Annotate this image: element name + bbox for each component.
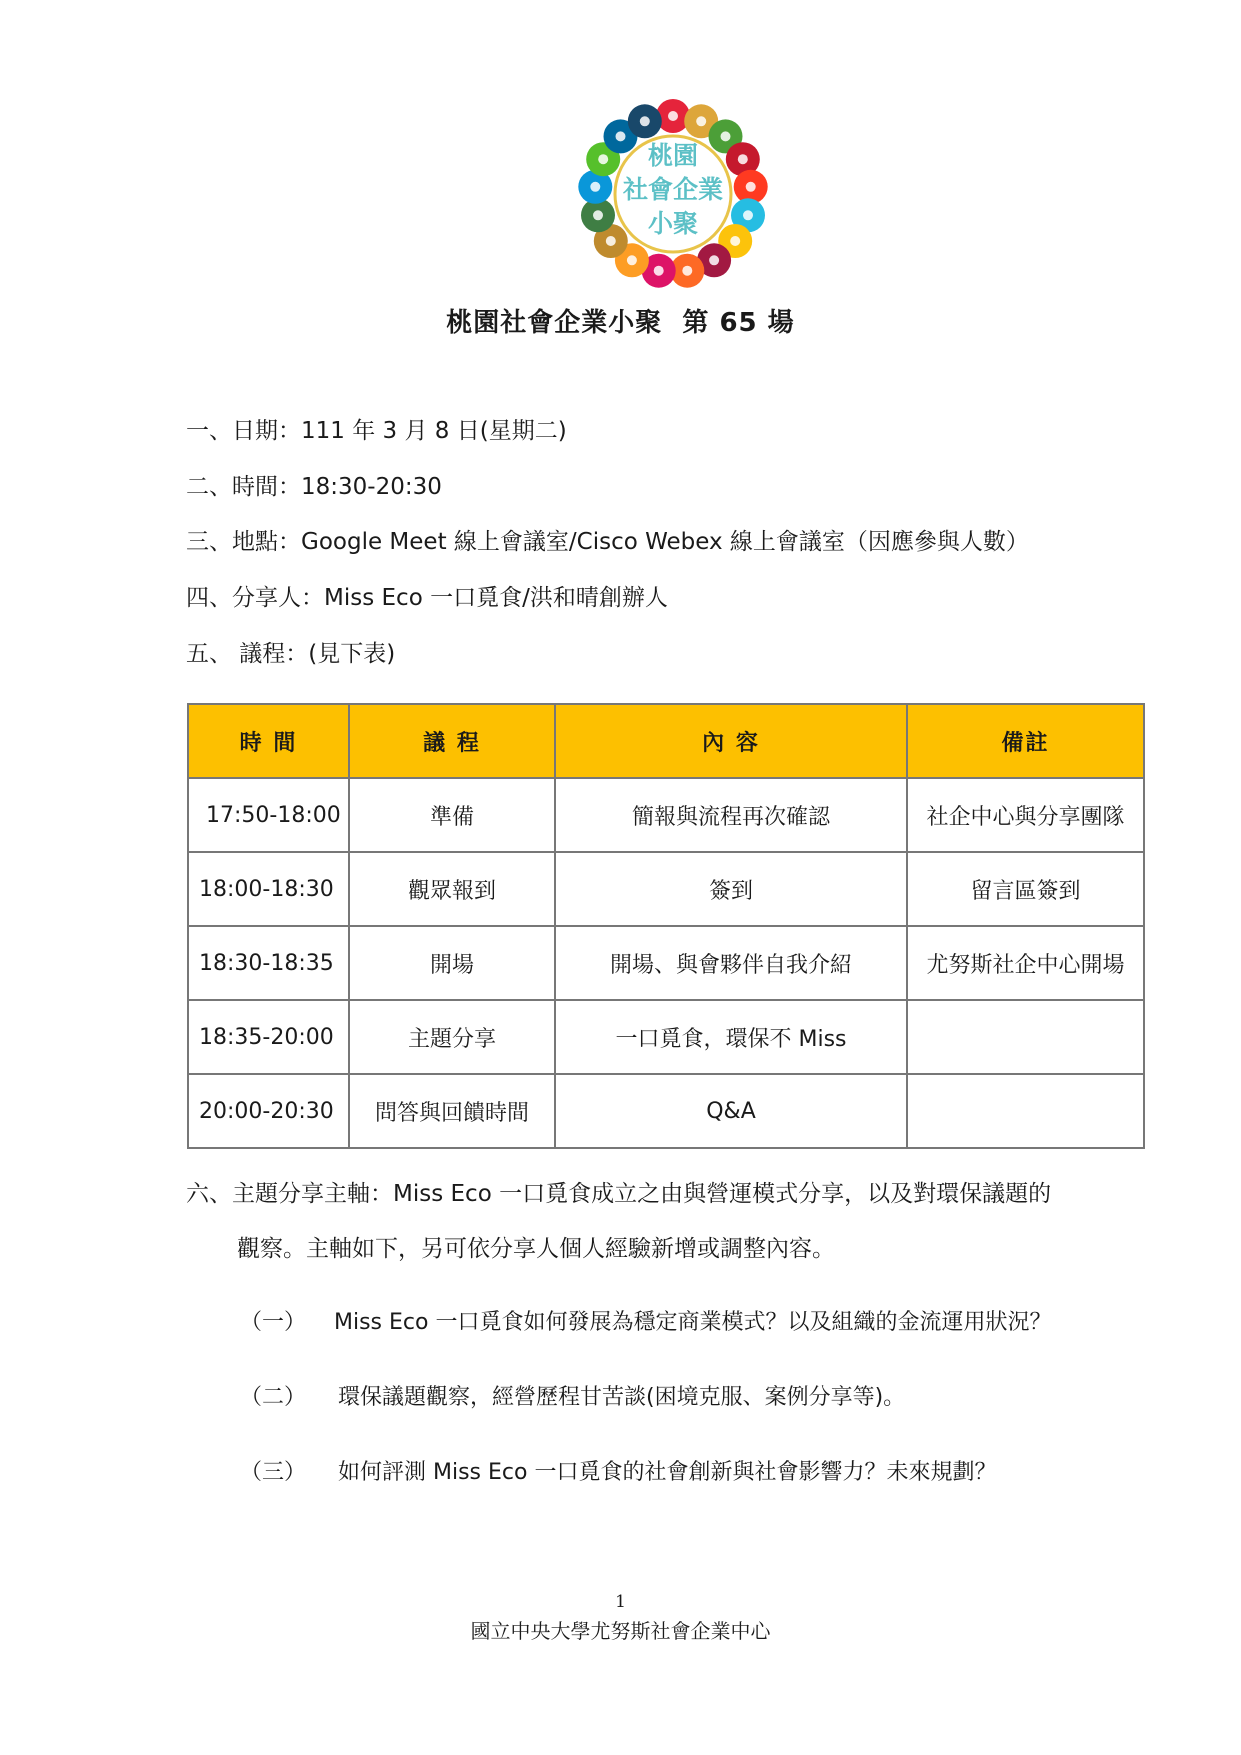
cell-time: 18:30-18:35 — [188, 926, 349, 1000]
logo-ring-icon — [640, 116, 650, 126]
item-date: 一、日期：111 年 3 月 8 日(星期二) — [186, 418, 567, 444]
table-row — [188, 1000, 1144, 1074]
point-text-2: 環保議題觀察，經營歷程甘苦談(困境克服、案例分享等)。 — [338, 1385, 906, 1410]
table-row — [188, 926, 1144, 1000]
cell-session: 準備 — [349, 778, 555, 852]
cell-session: 問答與回饋時間 — [349, 1074, 555, 1148]
cell-content: 開場、與會夥伴自我介紹 — [555, 926, 907, 1000]
logo-graphic — [571, 92, 775, 296]
point-text-3: 如何評測 Miss Eco 一口覓食的社會創新與社會影響力？未來規劃？ — [338, 1460, 997, 1485]
table-header-row — [188, 704, 1144, 778]
logo-ring-icon — [668, 111, 678, 121]
cell-content: 簽到 — [555, 852, 907, 926]
logo-text-line1: 桃園 — [647, 141, 699, 170]
item-speaker: 四、分享人：Miss Eco 一口覓食/洪和晴創辦人 — [186, 585, 668, 611]
header-content: 內 容 — [555, 704, 907, 778]
cell-note: 尤努斯社企中心開場 — [907, 926, 1144, 1000]
logo-text-line3: 小聚 — [647, 209, 699, 238]
theme-continuation: 觀察。主軸如下，另可依分享人個人經驗新增或調整內容。 — [237, 1236, 835, 1262]
cell-note: 留言區簽到 — [907, 852, 1144, 926]
document-title: 桃園社會企業小聚 第 65 場 — [446, 308, 795, 338]
footer-organization: 國立中央大學尤努斯社會企業中心 — [470, 1619, 771, 1643]
logo-ring-icon — [738, 154, 748, 164]
logo-ring-icon — [654, 266, 664, 276]
table-row — [188, 852, 1144, 926]
cell-session: 主題分享 — [349, 1000, 555, 1074]
logo-ring-icon — [616, 131, 626, 141]
cell-content: Q&A — [555, 1074, 907, 1148]
item-place: 三、地點：Google Meet 線上會議室/Cisco Webex 線上會議室（因應參與人數） — [186, 529, 1029, 555]
cell-time: 20:00-20:30 — [188, 1074, 349, 1148]
point-label-3: （三） — [240, 1460, 307, 1485]
logo-ring-icon — [598, 154, 608, 164]
point-label-2: （二） — [240, 1385, 307, 1410]
table-row — [188, 1074, 1144, 1148]
point-text-1: Miss Eco 一口覓食如何發展為穩定商業模式？以及組織的金流運用狀況？ — [334, 1310, 1052, 1335]
header-note: 備註 — [907, 704, 1144, 778]
theme-heading: 六、主題分享主軸：Miss Eco 一口覓食成立之由與營運模式分享，以及對環保議題的 — [186, 1181, 1052, 1207]
logo-ring-icon — [709, 255, 719, 265]
cell-time: 18:35-20:00 — [188, 1000, 349, 1074]
logo-ring-icon — [590, 182, 600, 192]
logo-ring-icon — [627, 255, 637, 265]
logo-ring-icon — [721, 131, 731, 141]
logo-ring-icon — [746, 182, 756, 192]
logo-ring-icon — [682, 266, 692, 276]
logo-ring-icon — [593, 210, 603, 220]
cell-session: 觀眾報到 — [349, 852, 555, 926]
cell-content: 一口覓食，環保不 Miss — [555, 1000, 907, 1074]
logo-ring-icon — [743, 210, 753, 220]
cell-note — [907, 1074, 1144, 1148]
event-logo — [571, 92, 775, 296]
item-time: 二、時間：18:30-20:30 — [186, 474, 442, 500]
header-time: 時 間 — [188, 704, 349, 778]
item-agenda: 五、 議程：(見下表) — [186, 641, 396, 667]
logo-ring-icon — [606, 236, 616, 246]
cell-session: 開場 — [349, 926, 555, 1000]
page-number: 1 — [615, 1592, 626, 1612]
point-label-1: （一） — [240, 1310, 307, 1335]
logo-text-line2: 社會企業 — [622, 175, 724, 204]
cell-time: 18:00-18:30 — [188, 852, 349, 926]
logo-ring-icon — [730, 236, 740, 246]
cell-note — [907, 1000, 1144, 1074]
agenda-table — [187, 703, 1145, 1149]
cell-note: 社企中心與分享團隊 — [907, 778, 1144, 852]
logo-ring-icon — [696, 116, 706, 126]
header-session: 議 程 — [349, 704, 555, 778]
cell-time: 17:50-18:00 — [188, 778, 349, 852]
table-row — [188, 778, 1144, 852]
cell-content: 簡報與流程再次確認 — [555, 778, 907, 852]
